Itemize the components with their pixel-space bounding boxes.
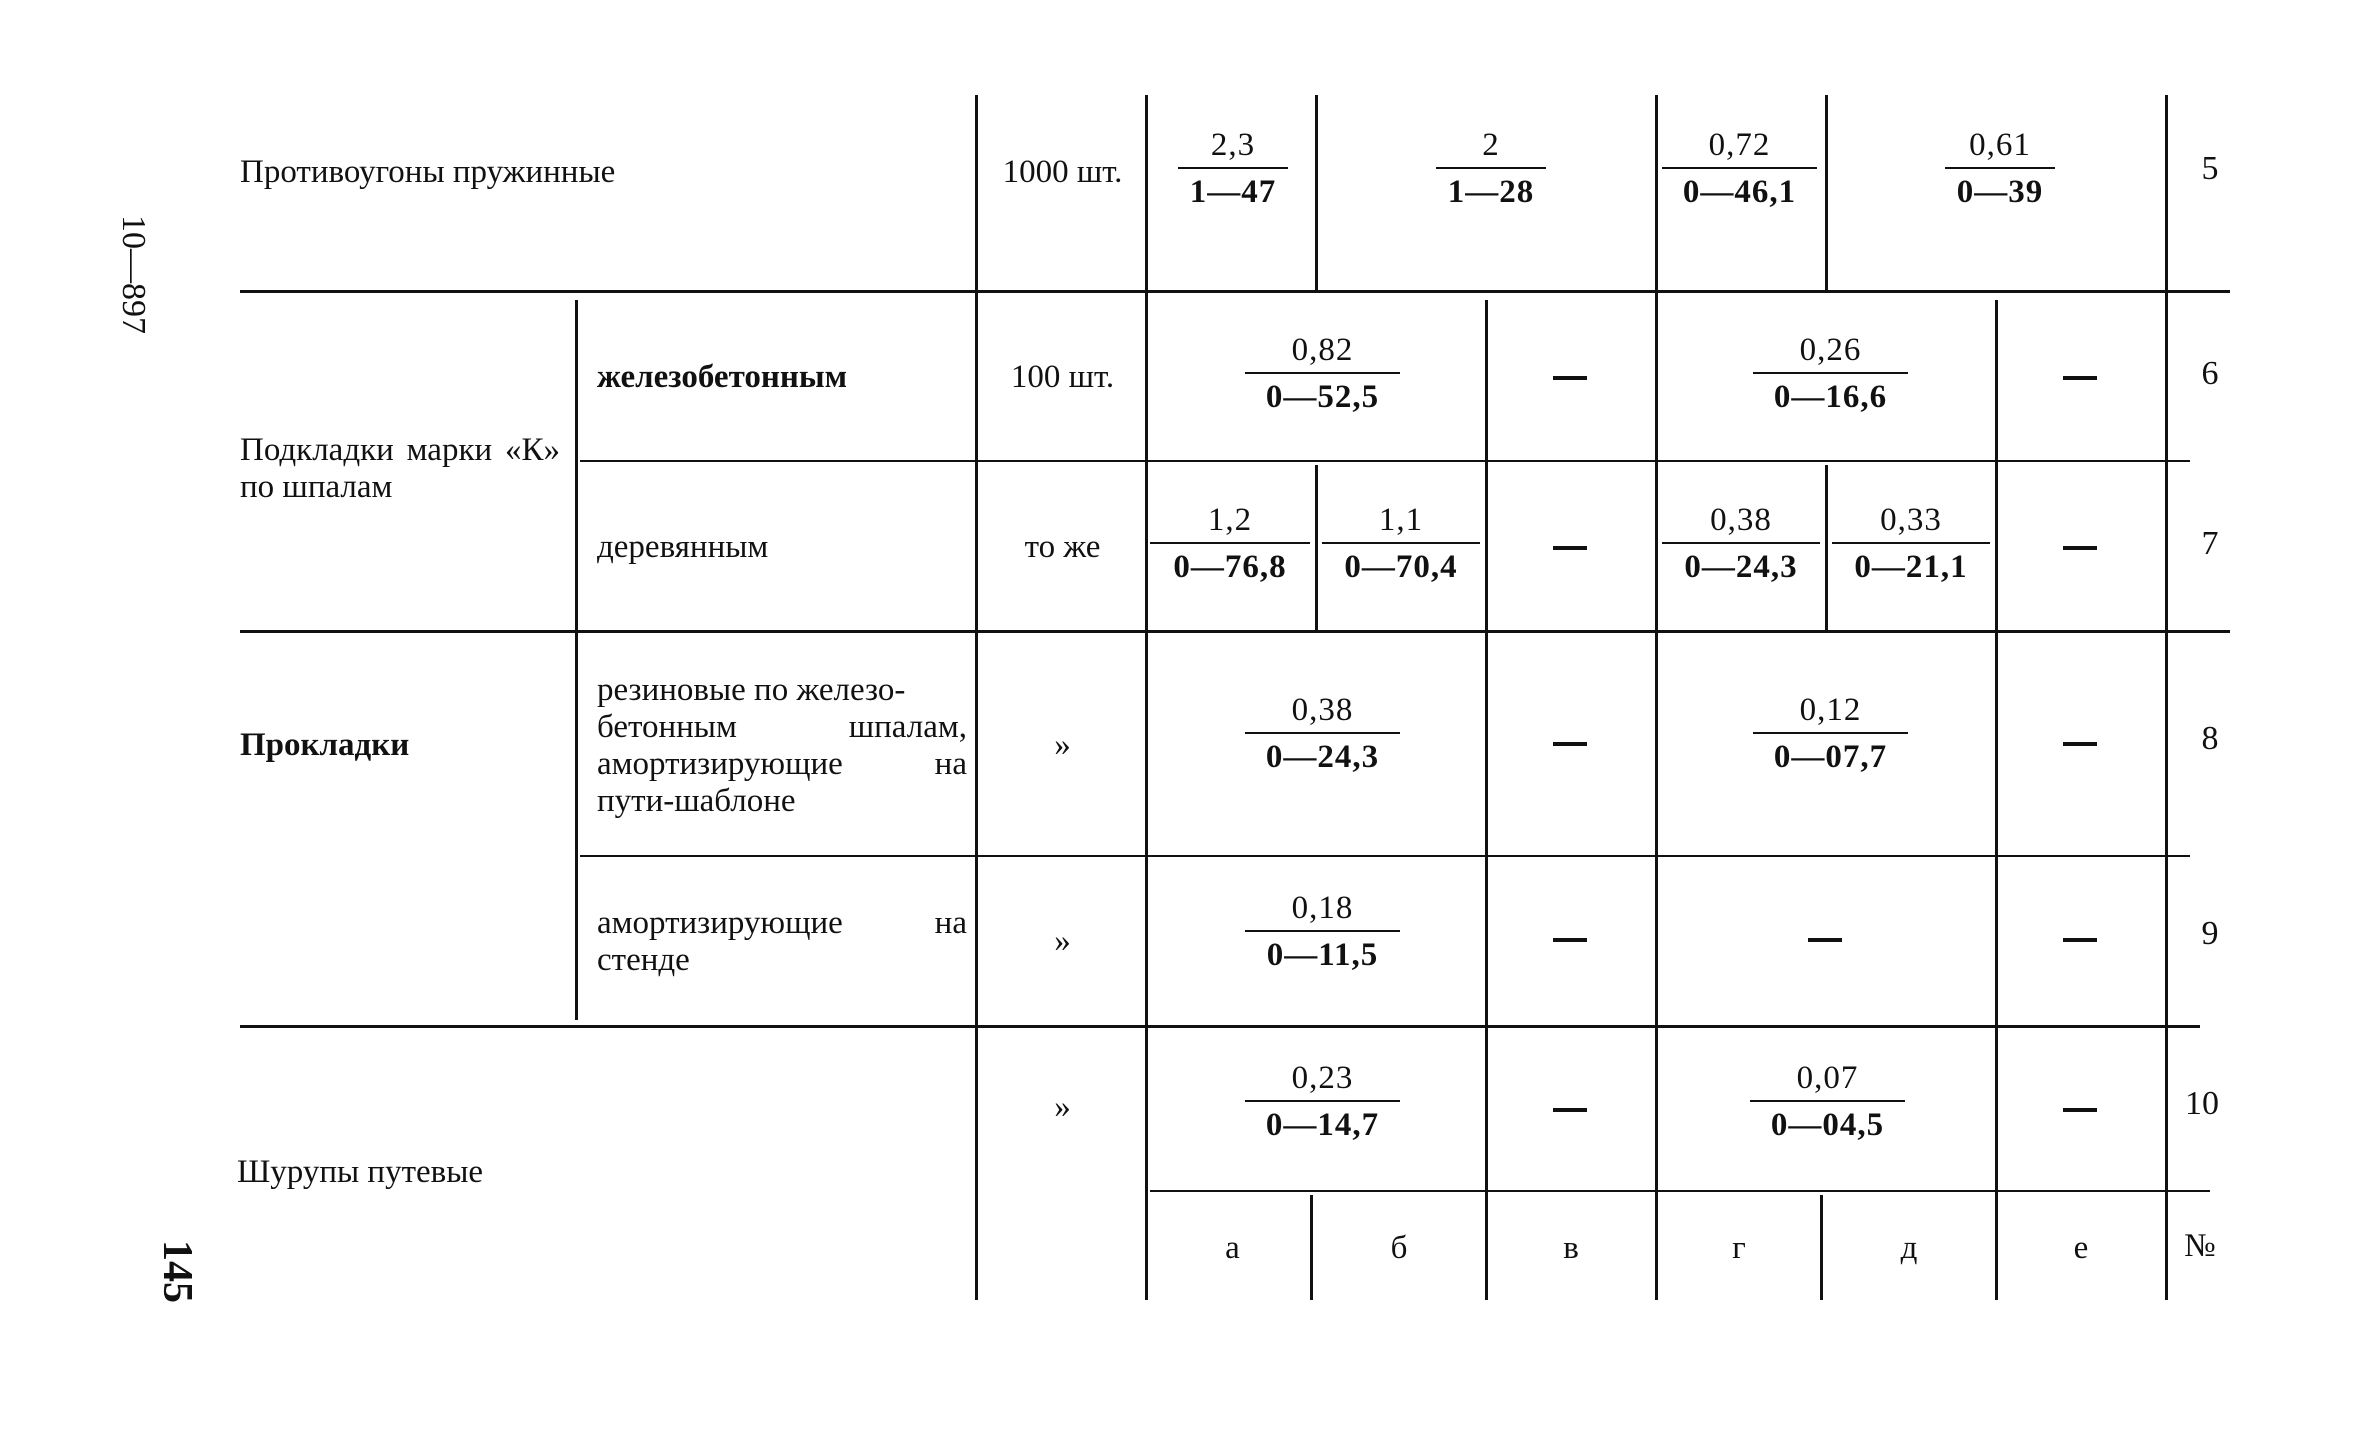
value-num: 0,12	[1799, 692, 1862, 728]
row-10-name: Шурупы путевые	[237, 1154, 484, 1190]
value-den: 1—28	[1447, 174, 1535, 210]
rule-h-keys	[1150, 1190, 2210, 1192]
row-7-number: 7	[2201, 525, 2219, 562]
rule-h-row6-row7	[580, 460, 2190, 462]
value-den: 0—46,1	[1682, 174, 1797, 210]
row-5-number: 5	[2201, 150, 2219, 187]
row-9-unit: »	[1054, 923, 1071, 959]
column-key-a: а	[1225, 1230, 1240, 1266]
subname-line: амортизирующие на	[597, 746, 967, 782]
value-num: 1,2	[1207, 502, 1253, 538]
column-key-e: е	[2073, 1230, 2089, 1266]
row-9-dash-v	[1553, 938, 1587, 942]
row-5-value-g	[1662, 125, 1817, 213]
subname-line: амортизирующие на	[597, 905, 967, 941]
row-6-number: 6	[2201, 355, 2219, 392]
value-den: 0—07,7	[1773, 739, 1888, 775]
rule-v-col-no	[2165, 95, 2168, 1300]
value-num: 1,1	[1378, 502, 1424, 538]
subname-line: бетонным шпалам,	[597, 709, 967, 745]
row-5-unit: 1000 шт.	[1002, 154, 1123, 190]
rule-v-unit-right	[1145, 95, 1148, 1300]
row-6-subname: железобетонным	[597, 359, 848, 395]
rule-v-col-ab-row5	[1315, 95, 1318, 290]
rule-h-after-row7	[240, 630, 2230, 633]
row-7-dash-e	[2063, 546, 2097, 550]
column-key-no: №	[2184, 1228, 2216, 1264]
rule-h-row8-row9	[580, 855, 2190, 857]
row-7-value-b	[1322, 500, 1480, 588]
value-den: 0—76,8	[1173, 549, 1287, 585]
row-6-dash-e	[2063, 376, 2097, 380]
value-num: 0,18	[1291, 890, 1354, 926]
row-8-number: 8	[2201, 720, 2219, 757]
value-num: 0,61	[1969, 127, 2031, 163]
value-num: 2	[1482, 127, 1500, 163]
value-den: 0—39	[1956, 174, 2044, 210]
value-num: 0,72	[1708, 127, 1771, 163]
page-code-text: 10—897	[115, 215, 152, 334]
value-den: 0—04,5	[1770, 1107, 1885, 1143]
row-10-unit: »	[1054, 1089, 1071, 1125]
row-10-dash-e	[2063, 1108, 2097, 1112]
row-8-value-gd	[1753, 690, 1908, 778]
row-8-dash-e	[2063, 742, 2097, 746]
row-6-value-gd	[1753, 330, 1908, 418]
value-den: 1—47	[1189, 174, 1277, 210]
column-key-v: в	[1563, 1230, 1579, 1266]
value-num: 0,23	[1291, 1060, 1354, 1096]
value-num: 0,38	[1291, 692, 1354, 728]
rule-v-col-de	[1995, 300, 1998, 1300]
row-6-unit: 100 шт.	[1010, 359, 1115, 395]
row-5-value-de	[1945, 125, 2055, 213]
row-10-dash-v	[1553, 1108, 1587, 1112]
row-10-value-ab	[1245, 1058, 1400, 1146]
row-10-value-gd	[1750, 1058, 1905, 1146]
row-7-unit: то же	[1024, 529, 1101, 565]
rule-v-col-gd-keys	[1820, 1195, 1823, 1300]
row-9-subname	[597, 905, 967, 979]
page-code	[111, 215, 155, 365]
row-5-value-bv	[1436, 125, 1546, 213]
value-den: 0—24,3	[1684, 549, 1798, 585]
value-den: 0—24,3	[1265, 739, 1380, 775]
rule-v-col-gd-row5	[1825, 95, 1828, 290]
value-num: 0,82	[1291, 332, 1354, 368]
subname-line: резиновые по железо-	[597, 672, 906, 708]
row-5-value-a	[1178, 125, 1288, 213]
rule-v-col-gd-row7	[1825, 465, 1828, 630]
column-key-d: д	[1900, 1230, 1918, 1266]
group-podkladki: Подкладки марки «К» по шпалам	[240, 432, 560, 505]
rule-v-col-vg	[1655, 95, 1658, 1300]
row-8-dash-v	[1553, 742, 1587, 746]
row-6-dash-v	[1553, 376, 1587, 380]
page-number	[154, 1240, 200, 1350]
column-key-b: б	[1390, 1230, 1408, 1266]
rule-v-col-bv	[1485, 300, 1488, 1300]
value-num: 0,07	[1796, 1060, 1859, 1096]
row-6-value-ab	[1245, 330, 1400, 418]
rule-v-unit-left	[975, 95, 978, 1300]
row-9-number: 9	[2201, 915, 2219, 952]
row-7-value-d	[1832, 500, 1990, 588]
value-den: 0—52,5	[1265, 379, 1380, 415]
row-8-subname	[597, 672, 967, 820]
rule-h-after-row5	[240, 290, 2230, 293]
page-number-text: 145	[154, 1240, 200, 1303]
row-5-name: Противоугоны пружинные	[240, 154, 616, 190]
row-8-value-ab	[1245, 690, 1400, 778]
value-num: 0,33	[1880, 502, 1942, 538]
value-den: 0—14,7	[1265, 1107, 1380, 1143]
rule-v-subname	[575, 300, 578, 1020]
group-prokladki: Прокладки	[240, 727, 410, 763]
subname-line: стенде	[597, 942, 690, 978]
row-10-number: 10	[2185, 1085, 2219, 1122]
value-den: 0—11,5	[1266, 937, 1379, 973]
row-9-value-ab	[1245, 888, 1400, 976]
value-den: 0—16,6	[1773, 379, 1888, 415]
row-7-value-g	[1662, 500, 1820, 588]
subname-line: пути-шаблоне	[597, 783, 796, 819]
value-den: 0—70,4	[1344, 549, 1458, 585]
value-num: 2,3	[1210, 127, 1256, 163]
row-9-dash-gd	[1808, 938, 1842, 942]
rule-h-after-row9	[240, 1025, 2200, 1028]
column-key-g: г	[1732, 1230, 1746, 1266]
rule-v-col-ab-row7	[1315, 465, 1318, 630]
row-7-subname: деревянным	[597, 529, 769, 565]
value-den: 0—21,1	[1854, 549, 1968, 585]
rule-v-col-ab-keys	[1310, 1195, 1313, 1300]
value-num: 0,26	[1799, 332, 1862, 368]
row-9-dash-e	[2063, 938, 2097, 942]
row-7-dash-v	[1553, 546, 1587, 550]
row-8-unit: »	[1054, 727, 1071, 763]
row-7-value-a	[1150, 500, 1310, 588]
value-num: 0,38	[1710, 502, 1772, 538]
